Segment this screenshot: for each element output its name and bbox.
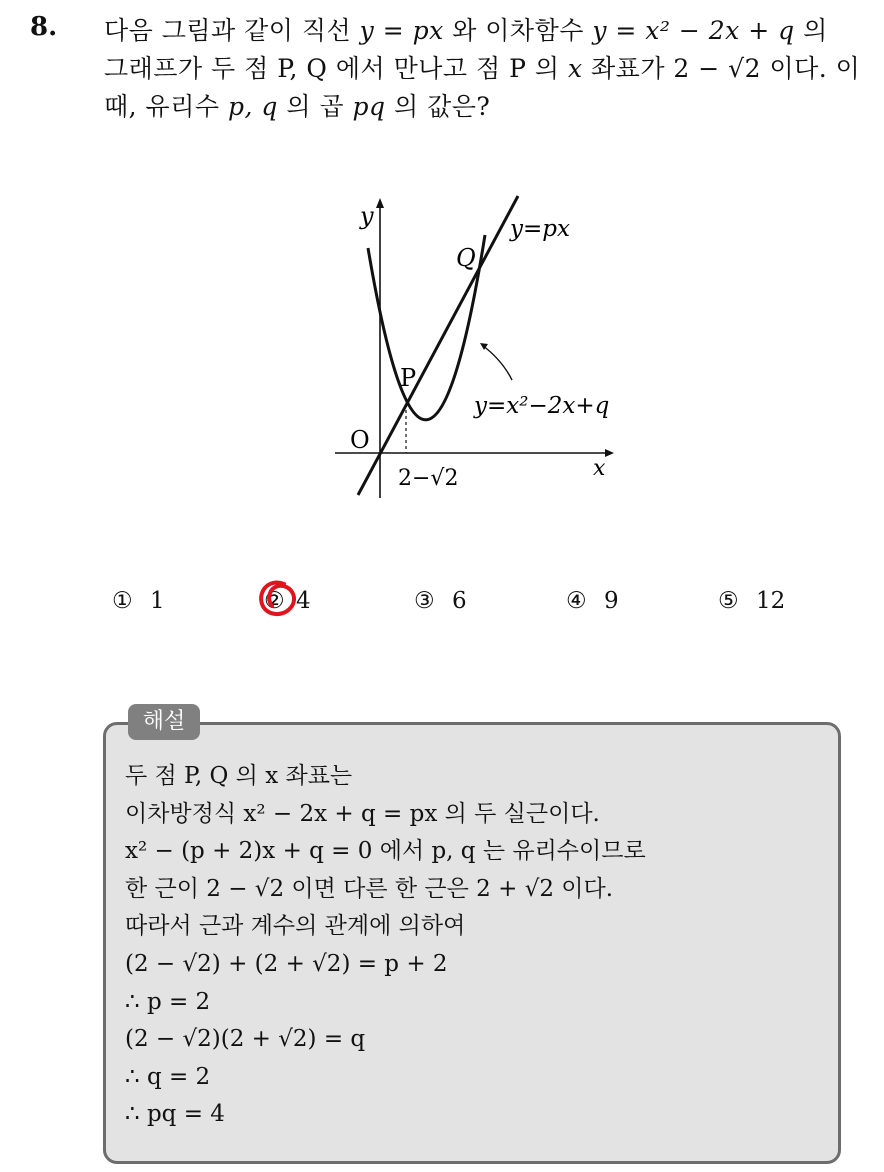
y-axis-label: y [360, 202, 374, 230]
x-variable: x [567, 54, 583, 83]
solution-line: 한 근이 2 − √2 이면 다른 한 근은 2 + √2 이다. [125, 875, 614, 902]
question-text-part: 좌표가 [591, 54, 665, 83]
line-label: y=px [510, 216, 570, 242]
question-text-part: 때, 유리수 [104, 92, 220, 121]
p-x-coordinate: 2 − √2 [673, 54, 762, 83]
solution-line: 따라서 근과 계수의 관계에 의하여 [125, 913, 466, 940]
line-equation: y = px [359, 16, 444, 45]
choice-2[interactable] [264, 588, 311, 614]
point-p-label: P [400, 364, 417, 392]
rational-variables: p, q [227, 92, 278, 121]
question-number: 8. [30, 12, 58, 42]
solution-line: ∴ p = 2 [125, 988, 211, 1015]
choice-symbol: ③ [414, 588, 435, 614]
choice-symbol: ④ [566, 588, 587, 614]
choice-5[interactable] [718, 588, 785, 614]
choice-3[interactable] [414, 588, 467, 614]
choice-4[interactable] [566, 588, 619, 614]
question-text-part: 이다. 이 [769, 54, 861, 83]
choice-value: 4 [295, 588, 311, 614]
question-line-2 [104, 50, 864, 88]
question-line-1 [104, 12, 864, 50]
origin-label: O [350, 426, 370, 454]
y-axis-arrow [376, 198, 384, 208]
question-text-part: 다음 그림과 같이 직선 [104, 16, 352, 45]
x-axis-arrow [605, 449, 614, 457]
solution-tab: 해설 [128, 704, 200, 740]
answer-choices [112, 588, 812, 624]
question-text-part: 와 이차함수 [452, 16, 584, 45]
question-text-part: 의 값은? [393, 92, 491, 121]
choice-1[interactable] [112, 588, 165, 614]
solution-line: (2 − √2)(2 + √2) = q [125, 1026, 366, 1053]
question-text-part: 의 곱 [286, 92, 345, 121]
question-text [104, 12, 864, 126]
choice-value: 1 [149, 588, 165, 614]
product-term: pq [352, 92, 386, 121]
quadratic-equation: y = x² − 2x + q [592, 16, 795, 45]
solution-line: 두 점 P, Q 의 x 좌표는 [125, 763, 353, 789]
selected-answer-mark [254, 576, 300, 622]
question-line-3 [104, 88, 864, 126]
question-text-part: 그래프가 두 점 P, Q 에서 만나고 점 P 의 [104, 54, 560, 83]
choice-value: 6 [451, 588, 467, 614]
solution-line: 이차방정식 x² − 2x + q = px 의 두 실근이다. [125, 800, 600, 827]
solution-line: x² − (p + 2)x + q = 0 에서 p, q 는 유리수이므로 [125, 838, 646, 865]
graph-svg [330, 190, 630, 505]
line-y-px [358, 196, 518, 495]
choice-symbol: ① [112, 588, 133, 614]
choice-value: 12 [755, 588, 786, 614]
curve-label: y=x²−2x+q [474, 393, 610, 419]
tick-label: 2−√2 [398, 466, 459, 491]
choice-value: 9 [603, 588, 619, 614]
curve-label-arrow [482, 345, 512, 380]
solution-line: (2 − √2) + (2 + √2) = p + 2 [125, 950, 448, 977]
solution-line: ∴ pq = 4 [125, 1101, 225, 1128]
choice-symbol: ⑤ [718, 588, 739, 614]
solution-lines [125, 758, 825, 1134]
choice-symbol: ② [264, 588, 285, 614]
question-text-part: 의 [803, 16, 828, 45]
point-q-label: Q [456, 244, 476, 272]
graph-figure [330, 190, 630, 505]
solution-line: ∴ q = 2 [125, 1063, 211, 1090]
x-axis-label: x [593, 456, 606, 481]
